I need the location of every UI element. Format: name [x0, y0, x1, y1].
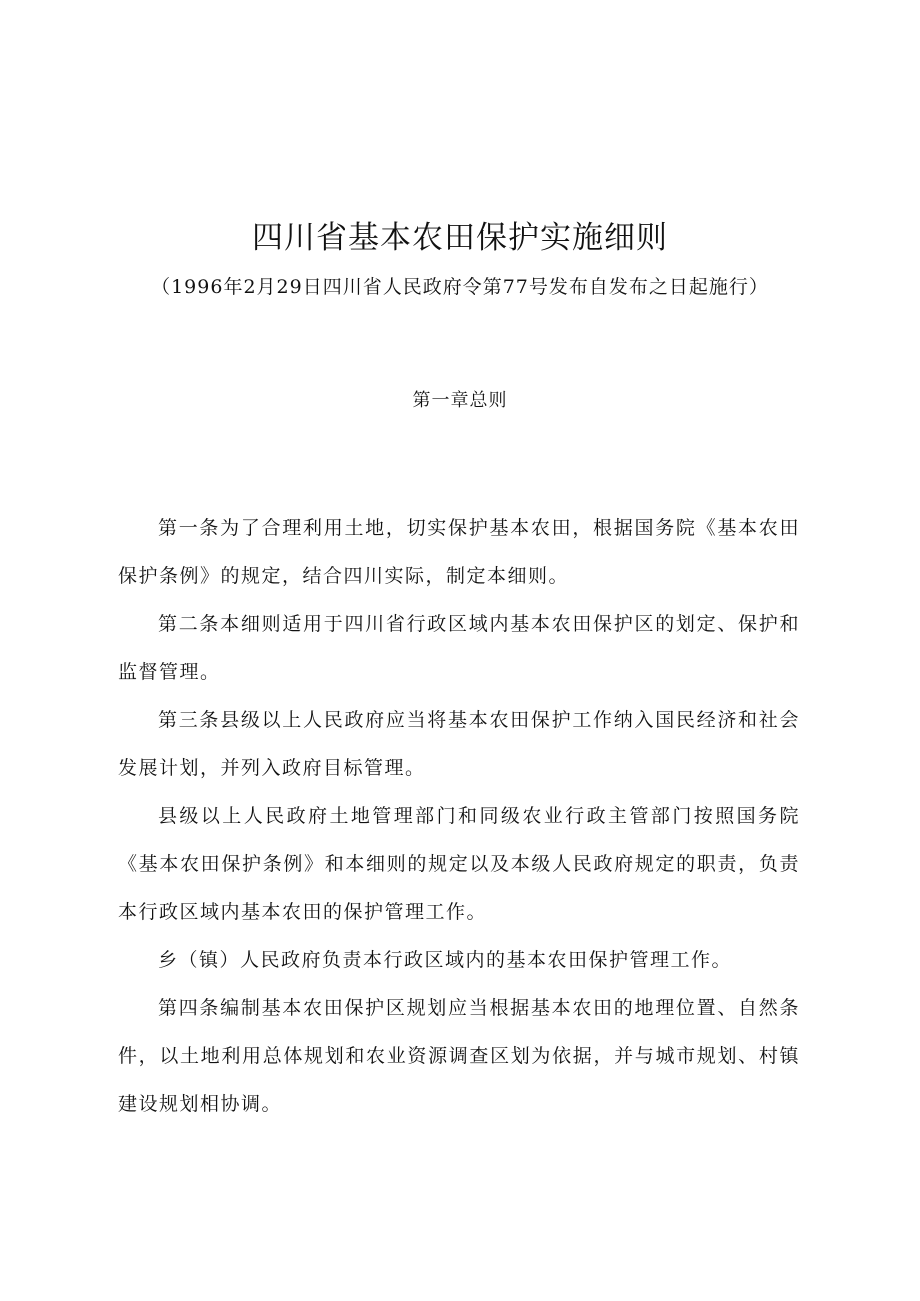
chapter-heading: 第一章总则	[412, 390, 508, 411]
document-subtitle: （1996年2月29日四川省人民政府令第77号发布自发布之日起施行）	[151, 276, 769, 298]
paragraph-article-3-clause-2: 县级以上人民政府土地管理部门和同级农业行政主管部门按照国务院《基本农田保护条例》和本细则的规定以及本级人民政府规定的职责，负责本行政区域内基本农田的保护管理工作。	[118, 805, 800, 923]
paragraph-article-2: 第二条本细则适用于四川省行政区域内基本农田保护区的划定、保护和监督管理。	[118, 613, 800, 683]
paragraph-article-3-clause-3: 乡（镇）人民政府负责本行政区域内的基本农田保护管理工作。	[158, 949, 733, 971]
document-body	[118, 504, 800, 1128]
paragraph-article-1: 第一条为了合理利用土地，切实保护基本农田，根据国务院《基本农田保护条例》的规定，结合四川实际，制定本细则。	[118, 517, 800, 587]
paragraph-article-3: 第三条县级以上人民政府应当将基本农田保护工作纳入国民经济和社会发展计划，并列入政府目标管理。	[118, 709, 800, 779]
paragraph-article-4: 第四条编制基本农田保护区规划应当根据基本农田的地理位置、自然条件，以土地利用总体规划和农业资源调查区划为依据，并与城市规划、村镇建设规划相协调。	[118, 997, 800, 1115]
document-title: 四川省基本农田保护实施细则	[252, 220, 668, 256]
